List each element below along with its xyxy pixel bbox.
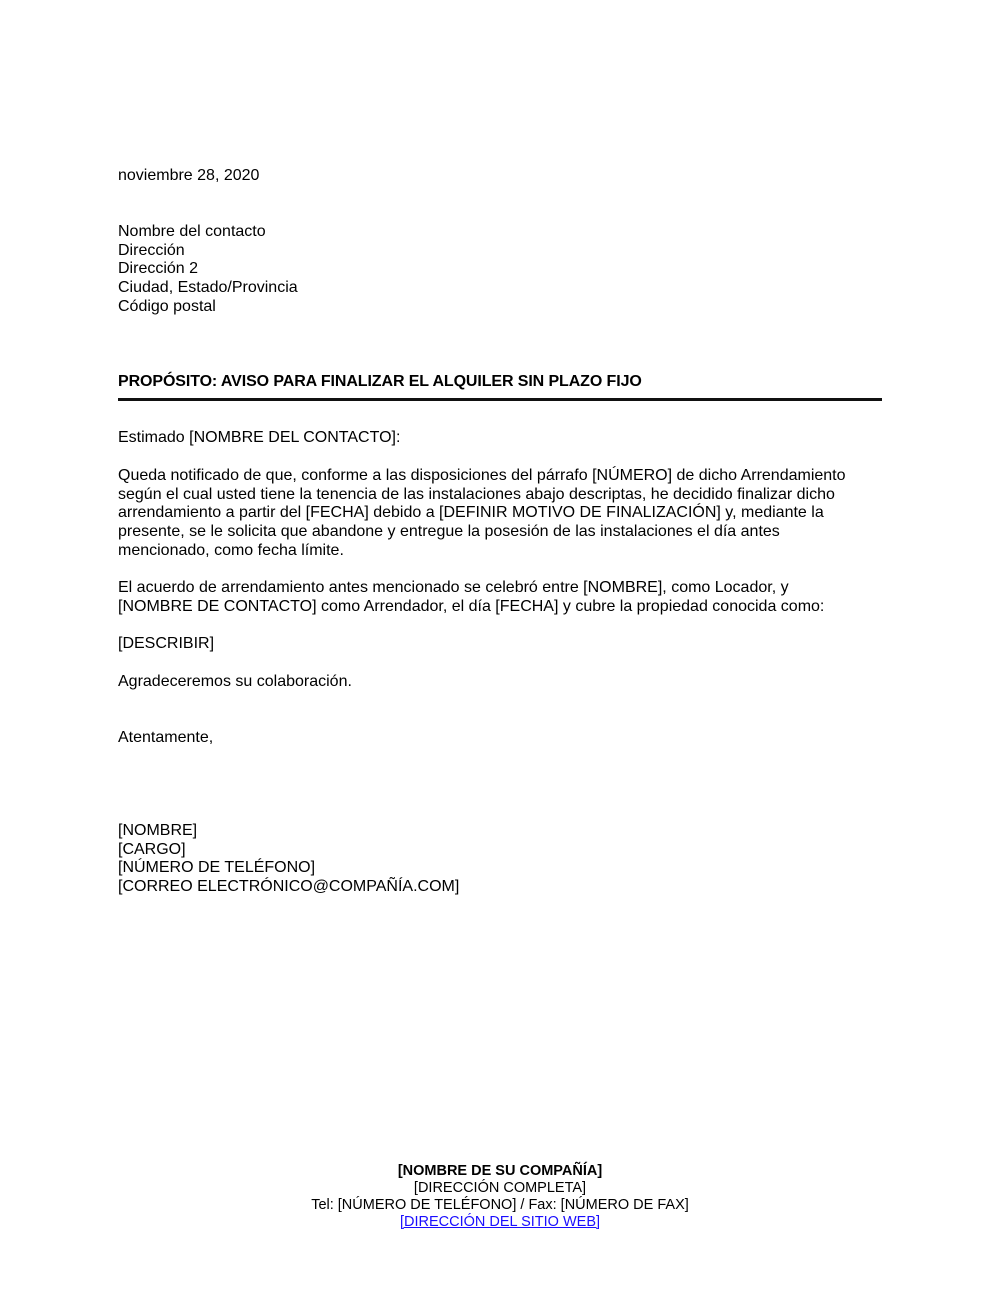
- property-description: [118, 635, 882, 654]
- signature-block: [118, 822, 882, 897]
- recipient-address-line-2: Dirección 2: [118, 260, 199, 278]
- recipient-address-line-1: Dirección: [118, 241, 185, 259]
- signature-title: [CARGO]: [118, 840, 186, 858]
- paragraph-line: Queda notificado de que, conforme a las disposiciones del párrafo [NÚMERO] de dicho Arrendamiento: [118, 467, 846, 484]
- signature-phone: [NÚMERO DE TELÉFONO]: [118, 859, 316, 877]
- recipient-postal-code: Código postal: [118, 297, 216, 315]
- letter-date: [118, 167, 882, 186]
- closing: [118, 729, 882, 748]
- describe-placeholder: [DESCRIBIR]: [118, 635, 215, 652]
- footer-company-name: [NOMBRE DE SU COMPAÑÍA]: [397, 1163, 603, 1179]
- footer-contact: Tel: [NÚMERO DE TELÉFONO] / Fax: [NÚMERO DE FAX]: [311, 1197, 689, 1213]
- subject-divider: [118, 398, 882, 401]
- recipient-city-state: Ciudad, Estado/Provincia: [118, 279, 298, 297]
- recipient-address: [118, 223, 882, 317]
- signature-name: [NOMBRE]: [118, 822, 198, 839]
- thanks-line: [118, 673, 882, 692]
- paragraph-line: [NOMBRE DE CONTACTO] como Arrendador, el día [FECHA] y cubre la propiedad conocida como:: [118, 597, 825, 615]
- paragraph-line: mencionado, como fecha límite.: [118, 541, 344, 559]
- footer-address: [DIRECCIÓN COMPLETA]: [413, 1180, 587, 1196]
- subject-heading: [118, 373, 882, 392]
- body-paragraph-2: [118, 579, 882, 616]
- company-footer: [0, 1163, 1000, 1231]
- paragraph-line: arrendamiento a partir del [FECHA] debido a [DEFINIR MOTIVO DE FINALIZACIÓN] y, mediante la: [118, 504, 824, 522]
- closing-text: Atentamente,: [118, 729, 214, 746]
- subject-text: PROPÓSITO: AVISO PARA FINALIZAR EL ALQUILER SIN PLAZO FIJO: [118, 373, 642, 390]
- body-paragraph-1: [118, 467, 882, 561]
- greeting: [118, 429, 882, 448]
- footer-website-link[interactable]: [DIRECCIÓN DEL SITIO WEB]: [399, 1214, 601, 1230]
- signature-email: [CORREO ELECTRÓNICO@COMPAÑÍA.COM]: [118, 878, 460, 896]
- paragraph-line: El acuerdo de arrendamiento antes mencionado se celebró entre [NOMBRE], como Locador, y: [118, 579, 789, 596]
- paragraph-line: presente, se le solicita que abandone y entregue la posesión de las instalaciones el día antes: [118, 523, 780, 541]
- thanks-text: Agradeceremos su colaboración.: [118, 673, 352, 690]
- date-text: noviembre 28, 2020: [118, 167, 260, 184]
- paragraph-line: según el cual usted tiene la tenencia de las instalaciones abajo descriptas, he decidido finalizar dicho: [118, 485, 835, 503]
- greeting-text: Estimado [NOMBRE DEL CONTACTO]:: [118, 429, 401, 446]
- recipient-name: Nombre del contacto: [118, 223, 266, 240]
